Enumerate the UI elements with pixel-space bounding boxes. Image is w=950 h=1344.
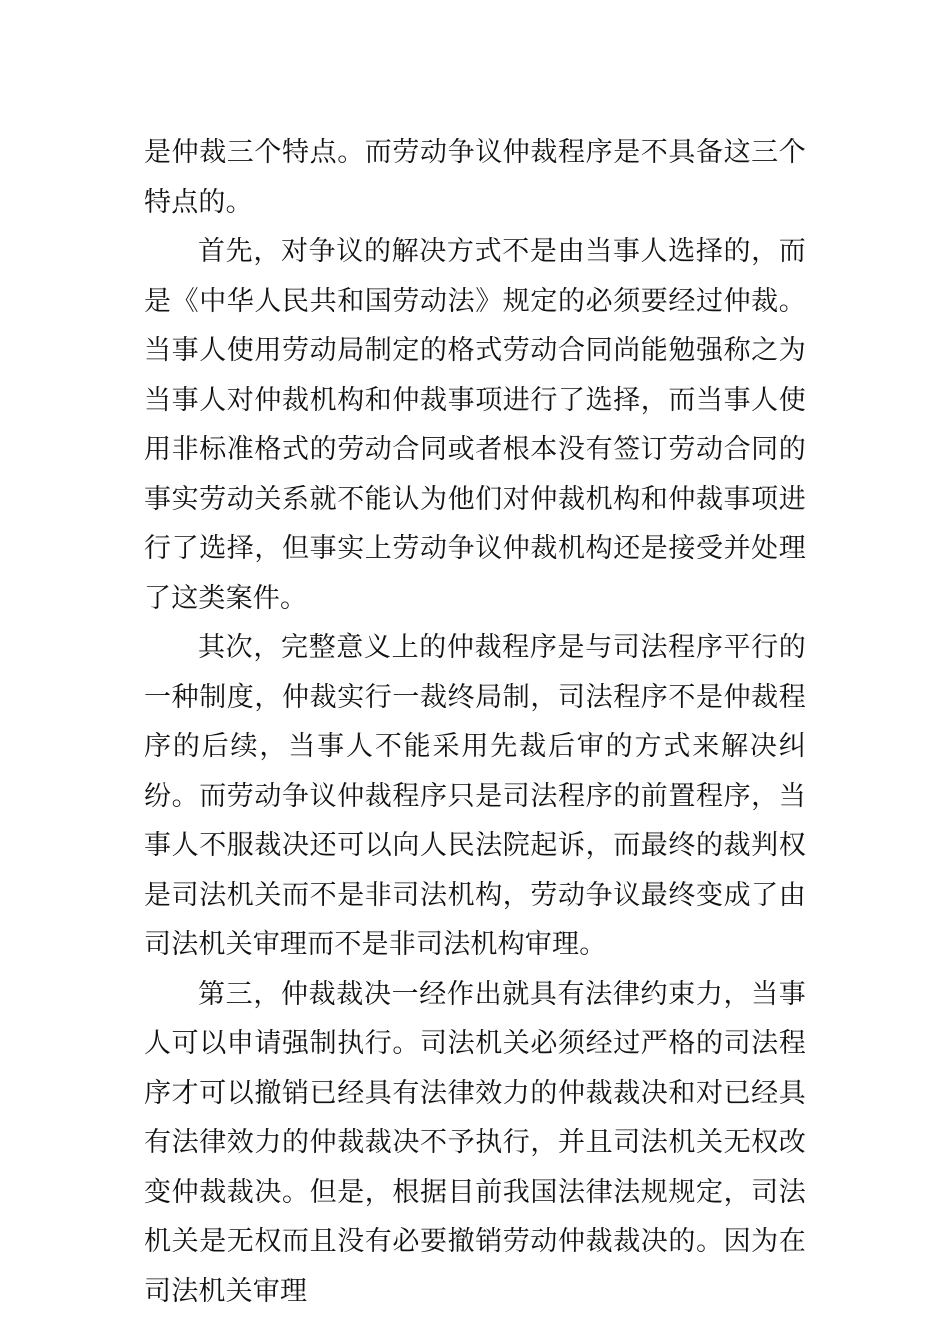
paragraph-second-point: 其次，完整意义上的仲裁程序是与司法程序平行的一种制度，仲裁实行一裁终局制，司法程序不是仲裁程序的后续，当事人不能采用先裁后审的方式来解决纠纷。而劳动争议仲裁程序只是司法程序的前置程序，当事人不服裁决还可以向人民法院起诉，而最终的裁判权是司法机关而不是非司法机构，劳动争议最终变成了由司法机关审理而不是非司法机构审理。 (144, 632, 806, 960)
paragraph-first-point: 首先，对争议的解决方式不是由当事人选择的，而是《中华人民共和国劳动法》规定的必须要经过仲裁。当事人使用劳动局制定的格式劳动合同尚能勉强称之为当事人对仲裁机构和仲裁事项进行了选择，而当事人使用非标准格式的劳动合同或者根本没有签订劳动合同的事实劳动关系就不能认为他们对仲裁机构和仲裁事项进行了选择，但事实上劳动争议仲裁机构还是接受并处理了这类案件。 (144, 236, 806, 614)
paragraph-continuation: 是仲裁三个特点。而劳动争议仲裁程序是不具备这三个特点的。 (144, 137, 806, 218)
paragraph-third-point: 第三，仲裁裁决一经作出就具有法律约束力，当事人可以申请强制执行。司法机关必须经过严格的司法程序才可以撤销已经具有法律效力的仲裁裁决和对已经具有法律效力的仲裁裁决不予执行，并且司法机关无权改变仲裁裁决。但是，根据目前我国法律法规规定，司法机关是无权而且没有必要撤销劳动仲裁裁决的。因为在司法机关审理 (144, 978, 806, 1307)
